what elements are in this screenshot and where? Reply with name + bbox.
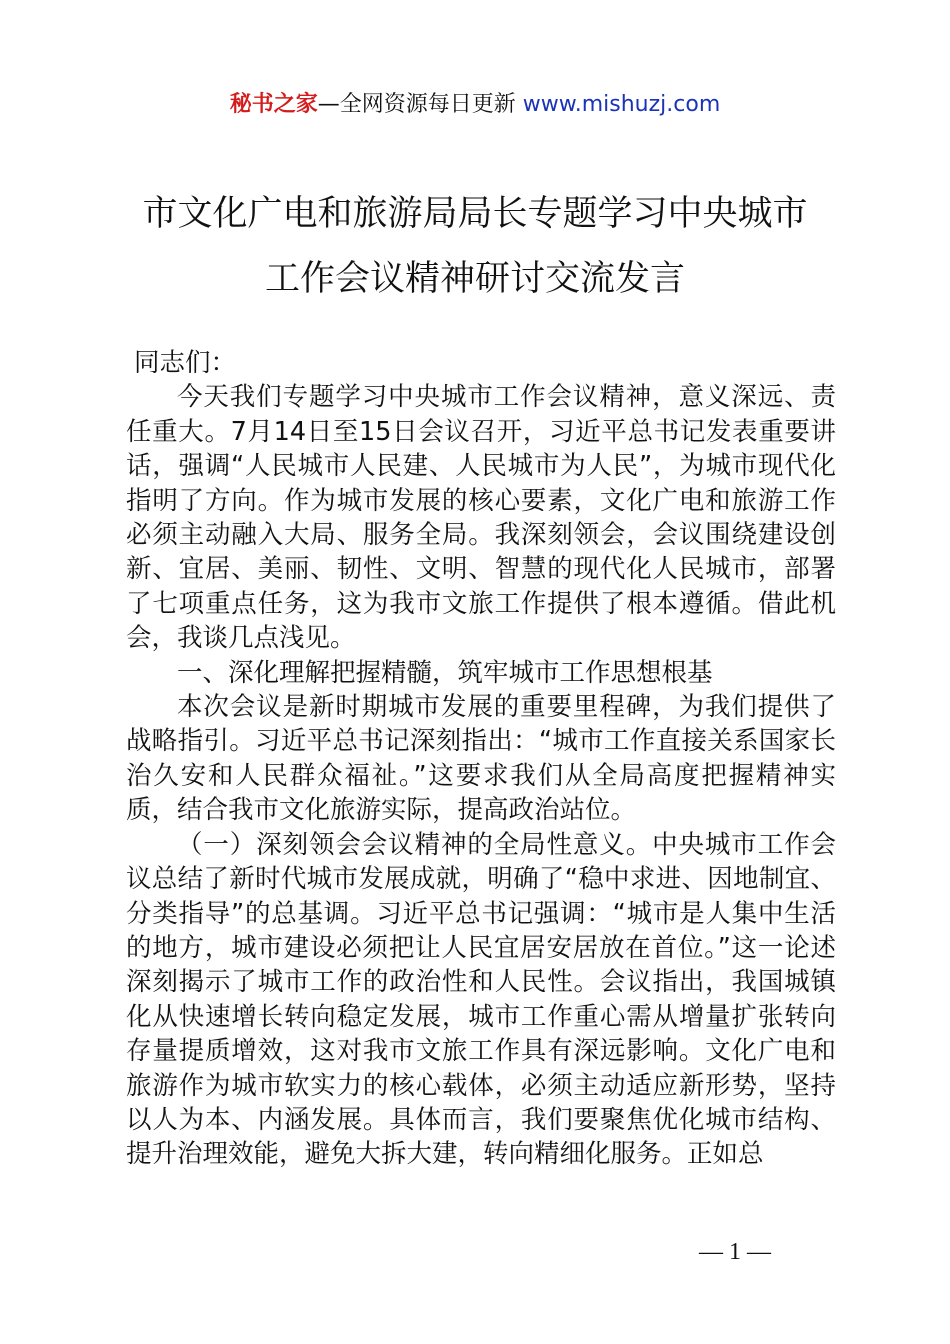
document-body <box>126 346 836 1172</box>
page-number: — 1 — <box>699 1239 771 1265</box>
site-url-link[interactable]: www.mishuzj.com <box>522 92 721 117</box>
site-brand: 秘书之家 <box>229 92 318 117</box>
paragraph-section-1: 本次会议是新时期城市发展的重要里程碑，为我们提供了战略指引。习近平总书记深刻指出：“城市工作直接关系国家长治久安和人民群众福祉。”这要求我们从全局高度把握精神实质，结合我市文化旅游实际，提高政治站位。 <box>126 692 836 826</box>
section-heading-1: 一、深化理解把握精髓，筑牢城市工作思想根基 <box>177 657 713 688</box>
header-dash: — <box>317 92 340 117</box>
greeting: 同志们： <box>134 348 237 378</box>
paragraph-subsection-1: （一）深刻领会会议精神的全局性意义。中央城市工作会议总结了新时代城市发展成就，明确了“稳中求进、因地制宜、分类指导”的总基调。习近平总书记强调：“城市是人集中生活的地方，城市建设必须把让人民宜居安居放在首位。”这一论述深刻揭示了城市工作的政治性和人民性。会议指出，我国城镇化从快速增长转向稳定发展，城市工作重心需从增量扩张转向存量提质增效，这对我市文旅工作具有深远影响。文化广电和旅游作为城市软实力的核心载体，必须主动适应新形势，坚持以人为本、内涵发展。具体而言，我们要聚焦优化城市结构、提升治理效能，避免大拆大建，转向精细化服务。正如总 <box>126 829 836 1170</box>
header-slogan: 全网资源每日更新 <box>339 92 523 117</box>
document-title-line-1: 市文化广电和旅游局局长专题学习中央城市 <box>142 194 808 234</box>
document-title-line-2: 工作会议精神研讨交流发言 <box>264 259 685 299</box>
paragraph-intro: 今天我们专题学习中央城市工作会议精神，意义深远、责任重大。7月14日至15日会议召开，习近平总书记发表重要讲话，强调“人民城市人民建、人民城市为人民”，为城市现代化指明了方向。作为城市发展的核心要素，文化广电和旅游工作必须主动融入大局、服务全局。我深刻领会，会议围绕建设创新、宜居、美丽、韧性、文明、智慧的现代化人民城市，部署了七项重点任务，这为我市文旅工作提供了根本遵循。借此机会，我谈几点浅见。 <box>126 382 836 654</box>
site-header <box>0 88 950 122</box>
